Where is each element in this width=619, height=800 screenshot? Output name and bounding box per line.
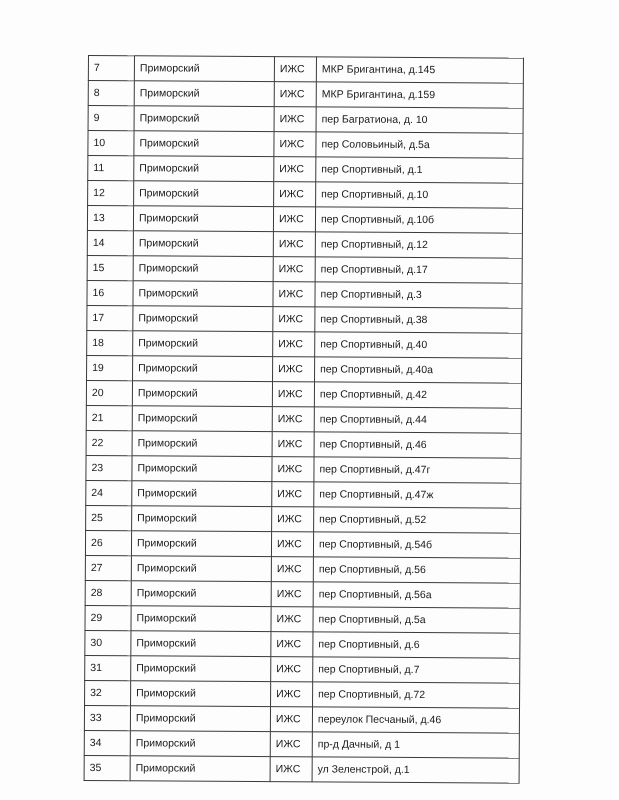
address-cell: переулок Песчаный, д.46 — [312, 707, 519, 733]
row-number-cell: 16 — [87, 280, 133, 305]
district-cell: Приморский — [133, 206, 273, 232]
row-number-cell: 17 — [87, 305, 133, 330]
row-number-cell: 30 — [85, 630, 131, 655]
table-row — [85, 530, 520, 558]
row-number-cell: 10 — [88, 131, 134, 156]
district-cell: Приморский — [132, 431, 272, 457]
row-number-cell: 35 — [84, 755, 130, 780]
address-cell: пер Соловьиный, д.5а — [316, 132, 523, 158]
table-row — [88, 56, 523, 84]
building-type-cell: ИЖС — [274, 82, 316, 107]
row-number-cell: 27 — [85, 555, 131, 580]
table-row — [88, 156, 523, 184]
address-cell: пер Спортивный, д.1 — [316, 157, 523, 183]
row-number-cell: 26 — [85, 530, 131, 555]
table-row — [87, 255, 522, 283]
row-number-cell: 22 — [86, 430, 132, 455]
building-type-cell: ИЖС — [274, 57, 316, 82]
table-row — [86, 505, 521, 533]
building-type-cell: ИЖС — [272, 407, 314, 432]
building-type-cell: ИЖС — [272, 382, 314, 407]
table-row — [85, 580, 520, 608]
row-number-cell: 31 — [85, 655, 131, 680]
building-type-cell: ИЖС — [272, 457, 314, 482]
address-cell: пер Спортивный, д.56а — [313, 582, 520, 608]
table-row — [84, 730, 519, 758]
building-type-cell: ИЖС — [274, 107, 316, 132]
row-number-cell: 14 — [87, 230, 133, 255]
building-type-cell: ИЖС — [270, 732, 312, 757]
district-cell: Приморский — [132, 506, 272, 532]
address-cell: пер Спортивный, д.42 — [314, 382, 521, 408]
building-type-cell: ИЖС — [274, 182, 316, 207]
district-cell: Приморский — [134, 181, 274, 207]
row-number-cell: 13 — [87, 206, 133, 231]
district-cell: Приморский — [132, 481, 272, 507]
building-type-cell: ИЖС — [272, 507, 314, 532]
table-row — [85, 605, 520, 633]
district-cell: Приморский — [131, 656, 271, 682]
address-cell: ул Зеленстрой, д.1 — [312, 757, 519, 783]
building-type-cell: ИЖС — [273, 207, 315, 232]
building-type-cell: ИЖС — [270, 707, 312, 732]
row-number-cell: 9 — [88, 106, 134, 131]
district-cell: Приморский — [130, 731, 270, 757]
address-cell: пер Спортивный, д.17 — [315, 257, 522, 283]
district-cell: Приморский — [134, 81, 274, 107]
table-row — [84, 705, 519, 733]
row-number-cell: 33 — [84, 705, 130, 730]
address-cell: пер Спортивный, д.6 — [313, 632, 520, 658]
table-row — [87, 206, 522, 234]
table-row — [86, 405, 521, 433]
address-cell: пер Спортивный, д.54б — [313, 532, 520, 558]
building-type-cell: ИЖС — [271, 557, 313, 582]
address-cell: пер Спортивный, д.56 — [313, 557, 520, 583]
table-row — [85, 655, 520, 683]
district-cell: Приморский — [134, 106, 274, 132]
row-number-cell: 8 — [88, 81, 134, 106]
building-type-cell: ИЖС — [270, 757, 312, 782]
building-type-cell: ИЖС — [273, 257, 315, 282]
row-number-cell: 7 — [88, 56, 134, 81]
district-cell: Приморский — [132, 381, 272, 407]
table-row — [87, 355, 522, 383]
address-cell: пер Багратиона, д. 10 — [316, 107, 523, 133]
address-cell: пер Спортивный, д.47г — [314, 457, 521, 483]
row-number-cell: 24 — [86, 480, 132, 505]
address-cell: пер Спортивный, д.40 — [315, 332, 522, 358]
address-cell: пер Спортивный, д.10б — [315, 207, 522, 233]
table-row — [87, 230, 522, 258]
district-cell: Приморский — [130, 706, 270, 732]
row-number-cell: 23 — [86, 455, 132, 480]
district-cell: Приморский — [131, 631, 271, 657]
table-row — [86, 430, 521, 458]
building-type-cell: ИЖС — [274, 157, 316, 182]
address-cell: МКР Бригантина, д.145 — [316, 57, 523, 83]
district-cell: Приморский — [131, 581, 271, 607]
building-type-cell: ИЖС — [274, 132, 316, 157]
row-number-cell: 32 — [85, 680, 131, 705]
building-type-cell: ИЖС — [273, 357, 315, 382]
table-row — [88, 131, 523, 159]
district-cell: Приморский — [134, 156, 274, 182]
address-cell: пер Спортивный, д.38 — [315, 307, 522, 333]
address-cell: пер Спортивный, д.46 — [314, 432, 521, 458]
district-cell: Приморский — [134, 56, 274, 82]
table-row — [86, 455, 521, 483]
row-number-cell: 11 — [88, 156, 134, 181]
table-row — [86, 380, 521, 408]
address-cell: пер Спортивный, д.3 — [315, 282, 522, 308]
district-cell: Приморский — [130, 756, 270, 782]
table-row — [88, 81, 523, 109]
address-cell: пер Спортивный, д.10 — [316, 182, 523, 208]
table-row — [85, 555, 520, 583]
row-number-cell: 29 — [85, 605, 131, 630]
address-cell: пер Спортивный, д.52 — [314, 507, 521, 533]
building-type-cell: ИЖС — [271, 657, 313, 682]
district-cell: Приморский — [131, 556, 271, 582]
row-number-cell: 12 — [88, 181, 134, 206]
row-number-cell: 19 — [87, 355, 133, 380]
table-row — [85, 680, 520, 708]
address-cell: пер Спортивный, д.47ж — [314, 482, 521, 508]
district-cell: Приморский — [133, 356, 273, 382]
registry-table-body — [84, 56, 523, 784]
building-type-cell: ИЖС — [271, 682, 313, 707]
table-row — [84, 755, 519, 783]
district-cell: Приморский — [132, 406, 272, 432]
district-cell: Приморский — [133, 306, 273, 332]
district-cell: Приморский — [132, 456, 272, 482]
address-cell: пер Спортивный, д.7 — [313, 657, 520, 683]
address-cell: пер Спортивный, д.72 — [313, 682, 520, 708]
district-cell: Приморский — [133, 331, 273, 357]
row-number-cell: 18 — [87, 330, 133, 355]
district-cell: Приморский — [133, 256, 273, 282]
building-type-cell: ИЖС — [271, 632, 313, 657]
building-type-cell: ИЖС — [273, 307, 315, 332]
district-cell: Приморский — [133, 281, 273, 307]
table-row — [87, 305, 522, 333]
district-cell: Приморский — [131, 681, 271, 707]
address-cell: пер Спортивный, д.5а — [313, 607, 520, 633]
district-cell: Приморский — [131, 606, 271, 632]
address-cell: пр-д Дачный, д 1 — [312, 732, 519, 758]
table-row — [88, 181, 523, 209]
address-cell: МКР Бригантина, д.159 — [316, 82, 523, 108]
table-row — [88, 106, 523, 134]
row-number-cell: 25 — [86, 505, 132, 530]
address-cell: пер Спортивный, д.12 — [315, 232, 522, 258]
registry-table — [84, 55, 524, 784]
building-type-cell: ИЖС — [273, 332, 315, 357]
row-number-cell: 21 — [86, 405, 132, 430]
building-type-cell: ИЖС — [272, 482, 314, 507]
row-number-cell: 34 — [84, 730, 130, 755]
building-type-cell: ИЖС — [272, 432, 314, 457]
building-type-cell: ИЖС — [271, 532, 313, 557]
building-type-cell: ИЖС — [271, 607, 313, 632]
table-row — [87, 280, 522, 308]
table-row — [87, 330, 522, 358]
building-type-cell: ИЖС — [273, 282, 315, 307]
table-row — [85, 630, 520, 658]
district-cell: Приморский — [133, 231, 273, 257]
district-cell: Приморский — [134, 131, 274, 157]
row-number-cell: 28 — [85, 580, 131, 605]
row-number-cell: 20 — [86, 380, 132, 405]
address-cell: пер Спортивный, д.44 — [314, 407, 521, 433]
district-cell: Приморский — [131, 531, 271, 557]
table-row — [86, 480, 521, 508]
building-type-cell: ИЖС — [271, 582, 313, 607]
building-type-cell: ИЖС — [273, 232, 315, 257]
row-number-cell: 15 — [87, 255, 133, 280]
address-cell: пер Спортивный, д.40а — [315, 357, 522, 383]
